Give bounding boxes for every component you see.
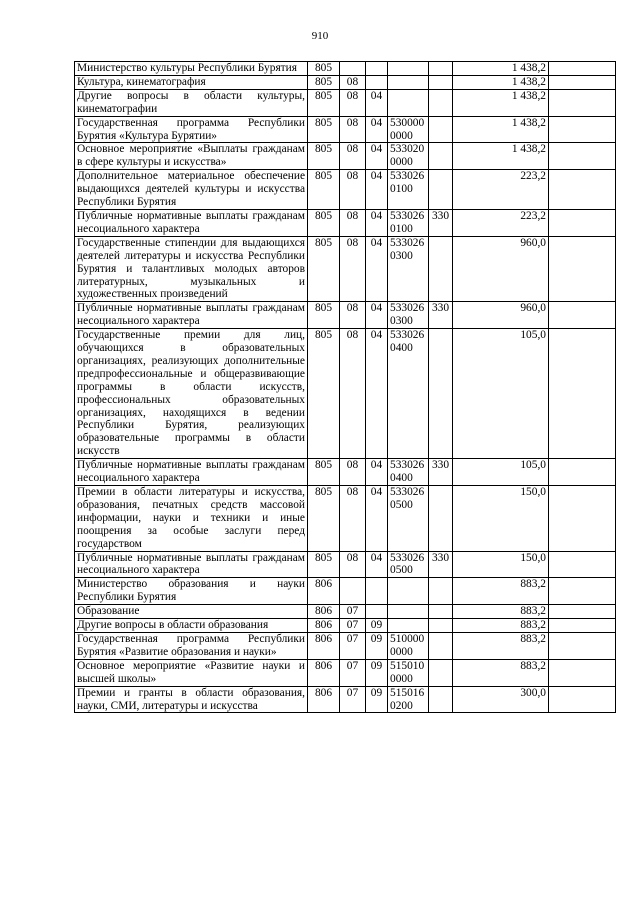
row-ved-cell: 805 xyxy=(308,459,340,486)
row-vr-cell xyxy=(429,236,453,302)
row-name-cell: Государственные премии для лиц, обучающихся в образовательных организациях, реализующих дополнительные предпрофессиональные и общеразвивающие программы в области искусств, профессиональных образовательных организациях, находящихся в ведении Республики Бурятия, реализующих образовательные программы в области искусств xyxy=(75,329,308,459)
row-pr-cell: 04 xyxy=(366,170,388,210)
row-name-cell: Премии и гранты в области образования, науки, СМИ, литературы и искусства xyxy=(75,686,308,713)
row-csr-cell xyxy=(388,62,429,76)
row-rz-cell: 08 xyxy=(340,116,366,143)
row-ved-cell: 806 xyxy=(308,619,340,633)
row-pr-cell: 04 xyxy=(366,236,388,302)
row-empty-cell xyxy=(549,632,616,659)
row-ved-cell: 805 xyxy=(308,486,340,552)
row-name-cell: Министерство образования и науки Республики Бурятия xyxy=(75,578,308,605)
row-rz-cell: 08 xyxy=(340,486,366,552)
row-empty-cell xyxy=(549,605,616,619)
row-pr-cell: 04 xyxy=(366,551,388,578)
row-csr-cell: 533020 0000 xyxy=(388,143,429,170)
row-ved-cell: 805 xyxy=(308,329,340,459)
row-vr-cell xyxy=(429,143,453,170)
row-ved-cell: 805 xyxy=(308,236,340,302)
table-row xyxy=(75,619,616,633)
row-ved-cell: 805 xyxy=(308,62,340,76)
row-csr-cell: 533026 0300 xyxy=(388,302,429,329)
row-empty-cell xyxy=(549,686,616,713)
table-row xyxy=(75,236,616,302)
row-rz-cell: 08 xyxy=(340,75,366,89)
row-ved-cell: 805 xyxy=(308,209,340,236)
row-ved-cell: 806 xyxy=(308,659,340,686)
row-csr-cell xyxy=(388,578,429,605)
row-rz-cell: 08 xyxy=(340,329,366,459)
table-row xyxy=(75,605,616,619)
row-csr-cell: 533026 0400 xyxy=(388,459,429,486)
row-pr-cell: 04 xyxy=(366,89,388,116)
row-vr-cell xyxy=(429,605,453,619)
row-vr-cell: 330 xyxy=(429,459,453,486)
row-name-cell: Премии в области литературы и искусства, образования, печатных средств массовой информации, науки и техники и иные поощрения за особые заслуги перед государством xyxy=(75,486,308,552)
row-vr-cell xyxy=(429,632,453,659)
row-csr-cell: 533026 0100 xyxy=(388,209,429,236)
row-rz-cell: 07 xyxy=(340,605,366,619)
row-pr-cell: 04 xyxy=(366,302,388,329)
row-ved-cell: 805 xyxy=(308,143,340,170)
table-row xyxy=(75,459,616,486)
table-row xyxy=(75,170,616,210)
table-row xyxy=(75,578,616,605)
row-name-cell: Публичные нормативные выплаты гражданам несоциального характера xyxy=(75,551,308,578)
page-number: 910 xyxy=(311,30,329,42)
table-row xyxy=(75,209,616,236)
row-name-cell: Другие вопросы в области культуры, кинематографии xyxy=(75,89,308,116)
row-csr-cell: 515010 0000 xyxy=(388,659,429,686)
row-rz-cell: 08 xyxy=(340,209,366,236)
row-pr-cell: 09 xyxy=(366,686,388,713)
row-empty-cell xyxy=(549,302,616,329)
row-empty-cell xyxy=(549,236,616,302)
row-sum-cell: 960,0 xyxy=(453,236,549,302)
row-rz-cell: 08 xyxy=(340,89,366,116)
row-ved-cell: 805 xyxy=(308,302,340,329)
row-pr-cell xyxy=(366,605,388,619)
row-name-cell: Образование xyxy=(75,605,308,619)
row-ved-cell: 805 xyxy=(308,551,340,578)
budget-table xyxy=(74,61,616,713)
row-vr-cell xyxy=(429,486,453,552)
table-row xyxy=(75,329,616,459)
row-empty-cell xyxy=(549,116,616,143)
row-vr-cell xyxy=(429,62,453,76)
row-pr-cell: 04 xyxy=(366,209,388,236)
row-csr-cell xyxy=(388,619,429,633)
row-rz-cell: 08 xyxy=(340,459,366,486)
row-vr-cell xyxy=(429,75,453,89)
row-csr-cell: 533026 0300 xyxy=(388,236,429,302)
table-row xyxy=(75,686,616,713)
row-name-cell: Дополнительное материальное обеспечение выдающихся деятелей культуры и искусства Республики Бурятия xyxy=(75,170,308,210)
row-rz-cell: 08 xyxy=(340,302,366,329)
row-ved-cell: 805 xyxy=(308,116,340,143)
row-pr-cell xyxy=(366,62,388,76)
table-row xyxy=(75,89,616,116)
row-empty-cell xyxy=(549,329,616,459)
row-ved-cell: 806 xyxy=(308,632,340,659)
row-rz-cell xyxy=(340,62,366,76)
row-csr-cell: 533026 0500 xyxy=(388,551,429,578)
row-empty-cell xyxy=(549,659,616,686)
row-csr-cell xyxy=(388,89,429,116)
row-vr-cell xyxy=(429,116,453,143)
row-sum-cell: 1 438,2 xyxy=(453,62,549,76)
row-csr-cell xyxy=(388,605,429,619)
budget-table-body xyxy=(75,62,616,713)
row-rz-cell: 08 xyxy=(340,551,366,578)
row-pr-cell: 04 xyxy=(366,486,388,552)
row-ved-cell: 805 xyxy=(308,170,340,210)
row-name-cell: Другие вопросы в области образования xyxy=(75,619,308,633)
row-csr-cell xyxy=(388,75,429,89)
row-name-cell: Основное мероприятие «Развитие науки и высшей школы» xyxy=(75,659,308,686)
row-rz-cell: 08 xyxy=(340,170,366,210)
table-row xyxy=(75,75,616,89)
row-vr-cell xyxy=(429,329,453,459)
row-name-cell: Государственная программа Республики Бурятия «Культура Бурятии» xyxy=(75,116,308,143)
row-csr-cell: 533026 0500 xyxy=(388,486,429,552)
row-name-cell: Культура, кинематография xyxy=(75,75,308,89)
row-sum-cell: 150,0 xyxy=(453,486,549,552)
row-pr-cell: 04 xyxy=(366,116,388,143)
row-rz-cell: 07 xyxy=(340,686,366,713)
row-empty-cell xyxy=(549,170,616,210)
row-name-cell: Государственная программа Республики Бурятия «Развитие образования и науки» xyxy=(75,632,308,659)
row-rz-cell: 08 xyxy=(340,143,366,170)
row-vr-cell xyxy=(429,89,453,116)
row-vr-cell xyxy=(429,686,453,713)
table-row xyxy=(75,659,616,686)
row-sum-cell: 105,0 xyxy=(453,459,549,486)
row-empty-cell xyxy=(549,619,616,633)
row-name-cell: Публичные нормативные выплаты гражданам несоциального характера xyxy=(75,459,308,486)
row-empty-cell xyxy=(549,89,616,116)
table-row xyxy=(75,143,616,170)
table-row xyxy=(75,551,616,578)
row-vr-cell xyxy=(429,578,453,605)
row-vr-cell xyxy=(429,619,453,633)
row-sum-cell: 883,2 xyxy=(453,659,549,686)
row-sum-cell: 883,2 xyxy=(453,605,549,619)
row-sum-cell: 1 438,2 xyxy=(453,75,549,89)
row-name-cell: Государственные стипендии для выдающихся деятелей литературы и искусства Республики Бурятия и талантливых молодых авторов литературных, музыкальных и художественных произведений xyxy=(75,236,308,302)
row-empty-cell xyxy=(549,551,616,578)
row-name-cell: Публичные нормативные выплаты гражданам несоциального характера xyxy=(75,209,308,236)
row-empty-cell xyxy=(549,75,616,89)
row-ved-cell: 806 xyxy=(308,605,340,619)
row-sum-cell: 223,2 xyxy=(453,170,549,210)
row-pr-cell: 04 xyxy=(366,143,388,170)
row-ved-cell: 805 xyxy=(308,75,340,89)
row-ved-cell: 806 xyxy=(308,686,340,713)
row-empty-cell xyxy=(549,209,616,236)
row-vr-cell: 330 xyxy=(429,302,453,329)
table-row xyxy=(75,116,616,143)
row-sum-cell: 1 438,2 xyxy=(453,89,549,116)
row-vr-cell xyxy=(429,170,453,210)
row-sum-cell: 883,2 xyxy=(453,632,549,659)
table-row xyxy=(75,486,616,552)
row-vr-cell: 330 xyxy=(429,551,453,578)
row-ved-cell: 805 xyxy=(308,89,340,116)
row-pr-cell xyxy=(366,578,388,605)
row-csr-cell: 515016 0200 xyxy=(388,686,429,713)
table-row xyxy=(75,302,616,329)
table-row xyxy=(75,62,616,76)
row-sum-cell: 1 438,2 xyxy=(453,116,549,143)
row-pr-cell: 09 xyxy=(366,619,388,633)
row-empty-cell xyxy=(549,459,616,486)
row-name-cell: Министерство культуры Республики Бурятия xyxy=(75,62,308,76)
row-rz-cell: 07 xyxy=(340,619,366,633)
row-csr-cell: 530000 0000 xyxy=(388,116,429,143)
row-sum-cell: 883,2 xyxy=(453,578,549,605)
row-pr-cell: 04 xyxy=(366,459,388,486)
row-rz-cell: 07 xyxy=(340,632,366,659)
row-csr-cell: 533026 0100 xyxy=(388,170,429,210)
row-name-cell: Публичные нормативные выплаты гражданам несоциального характера xyxy=(75,302,308,329)
row-sum-cell: 150,0 xyxy=(453,551,549,578)
row-sum-cell: 960,0 xyxy=(453,302,549,329)
row-empty-cell xyxy=(549,486,616,552)
row-pr-cell: 09 xyxy=(366,632,388,659)
row-pr-cell xyxy=(366,75,388,89)
row-empty-cell xyxy=(549,578,616,605)
row-sum-cell: 300,0 xyxy=(453,686,549,713)
row-sum-cell: 883,2 xyxy=(453,619,549,633)
row-sum-cell: 1 438,2 xyxy=(453,143,549,170)
row-name-cell: Основное мероприятие «Выплаты гражданам в сфере культуры и искусства» xyxy=(75,143,308,170)
row-sum-cell: 223,2 xyxy=(453,209,549,236)
row-vr-cell: 330 xyxy=(429,209,453,236)
row-pr-cell: 04 xyxy=(366,329,388,459)
row-csr-cell: 510000 0000 xyxy=(388,632,429,659)
row-vr-cell xyxy=(429,659,453,686)
row-csr-cell: 533026 0400 xyxy=(388,329,429,459)
row-empty-cell xyxy=(549,62,616,76)
row-rz-cell: 07 xyxy=(340,659,366,686)
table-row xyxy=(75,632,616,659)
row-sum-cell: 105,0 xyxy=(453,329,549,459)
row-pr-cell: 09 xyxy=(366,659,388,686)
row-empty-cell xyxy=(549,143,616,170)
row-rz-cell xyxy=(340,578,366,605)
row-ved-cell: 806 xyxy=(308,578,340,605)
row-rz-cell: 08 xyxy=(340,236,366,302)
